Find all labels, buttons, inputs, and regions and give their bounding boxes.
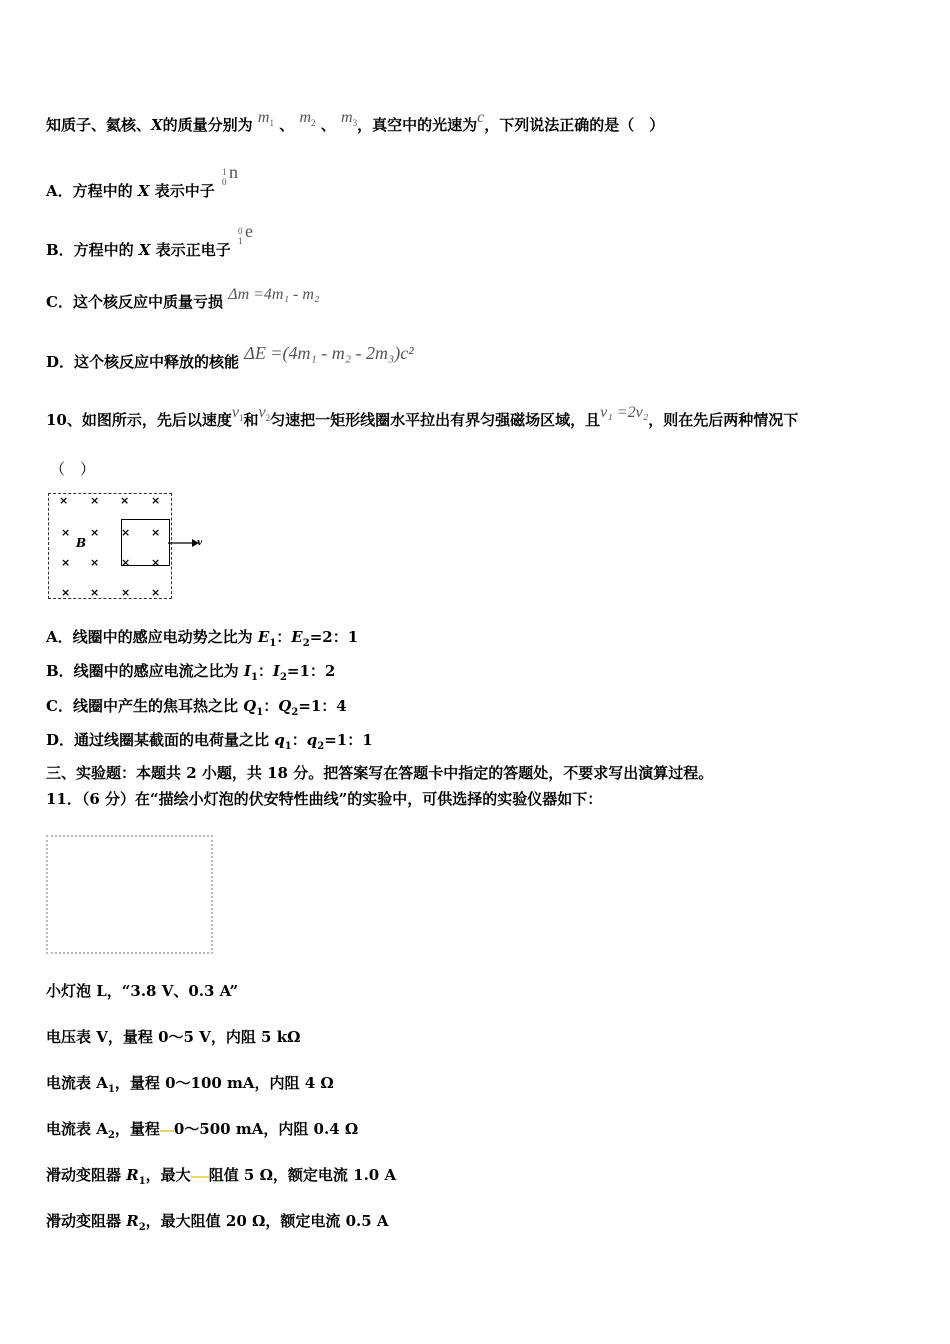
q10-option-b: B．线圈中的感应电流之比为 $I_1$：$I_2=1$：2 bbox=[46, 662, 336, 683]
q9-stem-text-4: ，下列说法正确的是（ ） bbox=[484, 116, 665, 134]
q10-option-c: C．线圈中产生的焦耳热之比 $Q_1$：$Q_2=1$：4 bbox=[46, 697, 347, 718]
q9-option-b: B．方程中的 X 表示正电子 0 1 e bbox=[46, 233, 260, 260]
q11-stem: 11．（6 分）在“描绘小灯泡的伏安特性曲线”的实验中，可供选择的实验仪器如下： bbox=[46, 790, 603, 808]
neutron-symbol: 1 0 n bbox=[221, 162, 238, 187]
section-heading: 三、实验题：本题共 2 小题，共 18 分。把答案写在答题卡中指定的答题处，不要求写出演算过程。 bbox=[46, 764, 714, 782]
field-cross-icon: × bbox=[121, 556, 131, 569]
separator: 、 bbox=[279, 116, 295, 134]
q9-option-a: A．方程中的 X 表示中子 1 0 n bbox=[46, 174, 244, 201]
q9-option-d: D．这个核反应中释放的核能 ΔE =(4m₁ - m₂ - 2m₃)c² bbox=[46, 343, 414, 371]
field-cross-icon: × bbox=[61, 526, 71, 539]
image-placeholder bbox=[46, 835, 213, 954]
mass-m2: $m_2$ bbox=[299, 109, 316, 129]
q9-x-symbol: X bbox=[151, 116, 163, 134]
q9-stem-text: 知质子、氦核、 bbox=[46, 116, 152, 134]
field-cross-icon: × bbox=[61, 556, 71, 569]
mass-defect-formula: Δm =4m₁ - m₂ bbox=[228, 286, 320, 303]
field-cross-icon: × bbox=[120, 494, 130, 507]
field-cross-icon: × bbox=[59, 494, 69, 507]
field-label-b: B bbox=[76, 536, 87, 550]
mass-m1: $m_1$ bbox=[257, 109, 274, 129]
field-cross-icon: × bbox=[151, 494, 161, 507]
positron-symbol: 0 1 e bbox=[238, 221, 254, 246]
velocity-label: v bbox=[197, 538, 203, 548]
field-cross-icon: × bbox=[61, 586, 71, 599]
q11-item-rheostat-r2: 滑动变阻器 $R_2$，最大阻值 20 Ω，额定电流 0.5 A bbox=[46, 1212, 389, 1233]
field-cross-icon: × bbox=[90, 586, 100, 599]
q11-item-ammeter-a2: 电流表 $A_2$，量程 0～500 mA，内阻 0.4 Ω bbox=[46, 1120, 359, 1141]
q11-item-rheostat-r1: 滑动变阻器 $R_1$，最大 阻值 5 Ω，额定电流 1.0 A bbox=[46, 1166, 397, 1187]
highlight-mark bbox=[160, 1124, 174, 1132]
velocity-relation: v₁ =2v₂ bbox=[600, 404, 649, 421]
q9-stem bbox=[46, 109, 665, 141]
light-speed-c: c bbox=[477, 109, 485, 126]
field-cross-icon: × bbox=[151, 526, 161, 539]
separator: 、 bbox=[320, 116, 336, 134]
q9-stem-text-2: 的质量分别为 bbox=[162, 116, 253, 134]
field-cross-icon: × bbox=[90, 494, 100, 507]
q9-stem-text-3: ，真空中的光速为 bbox=[357, 116, 478, 134]
answer-paren: （ ） bbox=[50, 460, 96, 478]
field-cross-icon: × bbox=[90, 556, 100, 569]
q10-stem: 10、如图所示，先后以速度$v_1$和$v_2$匀速把一矩形线圈水平拉出有界匀强磁场区域，且v₁ =2v₂，则在先后两种情况下 bbox=[46, 404, 799, 429]
field-cross-icon: × bbox=[151, 586, 161, 599]
q11-item-lamp: 小灯泡 L，“3.8 V、0.3 A” bbox=[46, 982, 239, 1000]
field-cross-icon: × bbox=[121, 526, 131, 539]
q10-option-d: D．通过线圈某截面的电荷量之比 $q_1$：$q_2=1$：1 bbox=[46, 731, 373, 752]
field-cross-icon: × bbox=[121, 586, 131, 599]
q9-option-c: C．这个核反应中质量亏损 Δm =4m₁ - m₂ bbox=[46, 286, 320, 311]
energy-formula: ΔE =(4m₁ - m₂ - 2m₃)c² bbox=[244, 343, 414, 363]
field-cross-icon: × bbox=[90, 526, 100, 539]
q11-item-voltmeter: 电压表 V，量程 0～5 V，内阻 5 kΩ bbox=[46, 1028, 301, 1046]
q11-item-ammeter-a1: 电流表 $A_1$，量程 0～100 mA，内阻 4 Ω bbox=[46, 1074, 334, 1095]
highlight-mark bbox=[191, 1170, 209, 1178]
velocity-v1: $v_1$ bbox=[231, 404, 244, 424]
velocity-v2: $v_2$ bbox=[258, 404, 271, 424]
field-cross-icon: × bbox=[151, 556, 161, 569]
q10-option-a: A．线圈中的感应电动势之比为 $E_1$：$E_2=2$：1 bbox=[46, 628, 359, 649]
mass-m3: $m_3$ bbox=[341, 109, 358, 129]
